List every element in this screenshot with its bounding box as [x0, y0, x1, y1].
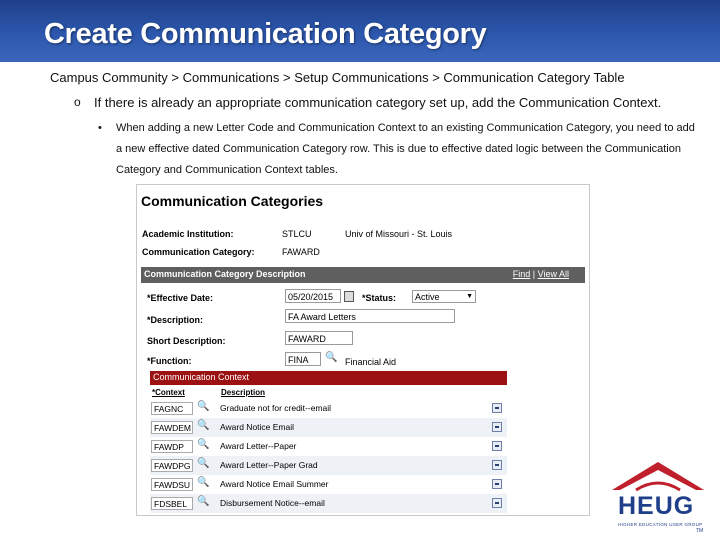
context-description: Disbursement Notice--email: [220, 498, 325, 508]
context-code-field[interactable]: FAWDSU: [151, 478, 193, 491]
short-description-field[interactable]: FAWARD: [285, 331, 353, 345]
description-label: *Description:: [147, 315, 204, 325]
context-row: [150, 399, 507, 418]
lookup-icon[interactable]: 🔍: [197, 401, 210, 412]
context-code-field[interactable]: FAGNC: [151, 402, 193, 415]
logo-trademark: TM: [696, 528, 704, 534]
comm-category-value: FAWARD: [282, 247, 320, 257]
function-field[interactable]: FINA: [285, 352, 321, 366]
lookup-icon[interactable]: 🔍: [197, 458, 210, 469]
short-description-label: Short Description:: [147, 336, 226, 346]
status-select[interactable]: [412, 290, 476, 303]
context-description: Award Notice Email Summer: [220, 479, 329, 489]
delete-row-icon[interactable]: [492, 460, 502, 470]
context-code-field[interactable]: FAWDEM: [151, 421, 193, 434]
bullet-dot-marker: •: [98, 122, 102, 134]
view-all-link[interactable]: View All: [537, 269, 569, 279]
context-code-field[interactable]: FDSBEL: [151, 497, 193, 510]
section-links: Find | View All: [512, 269, 569, 279]
context-code-field[interactable]: FAWDPG: [151, 459, 193, 472]
lookup-icon[interactable]: 🔍: [325, 352, 338, 363]
context-code-field[interactable]: FAWDP: [151, 440, 193, 453]
context-row: [150, 475, 507, 494]
function-label: *Function:: [147, 356, 192, 366]
lookup-icon[interactable]: 🔍: [197, 477, 210, 488]
lookup-icon[interactable]: 🔍: [197, 420, 210, 431]
context-row: [150, 494, 507, 513]
column-description[interactable]: Description: [221, 388, 266, 397]
comm-category-label: Communication Category:: [142, 247, 255, 257]
bullet-level-1-text: If there is already an appropriate communication category set up, add the Communication Context.: [94, 95, 662, 110]
academic-institution-label: Academic Institution:: [142, 229, 234, 239]
context-description: Graduate not for credit--email: [220, 403, 332, 413]
page-title: Communication Categories: [141, 193, 324, 209]
navigation-path: Campus Community > Communications > Setup Communications > Communication Category Table: [50, 70, 625, 85]
context-description: Award Notice Email: [220, 422, 295, 432]
slide-title: Create Communication Category: [44, 18, 487, 50]
context-header-title: Communication Context: [153, 372, 250, 382]
delete-row-icon[interactable]: [492, 403, 502, 413]
delete-row-icon[interactable]: [492, 422, 502, 432]
context-description: Award Letter--Paper: [220, 441, 297, 451]
title-banner: [0, 0, 720, 62]
logo-wordmark: HEUG: [618, 492, 695, 520]
description-field[interactable]: FA Award Letters: [285, 309, 455, 323]
lookup-icon[interactable]: 🔍: [197, 496, 210, 507]
academic-institution-code: STLCU: [282, 229, 312, 239]
context-row: [150, 437, 507, 456]
roof-swoosh-icon: [606, 456, 710, 496]
logo-subtitle: HIGHER EDUCATION USER GROUP: [618, 522, 703, 527]
function-description: Financial Aid: [345, 357, 397, 367]
find-link[interactable]: Find: [512, 269, 531, 279]
delete-row-icon[interactable]: [492, 441, 502, 451]
delete-row-icon[interactable]: [492, 498, 502, 508]
delete-row-icon[interactable]: [492, 479, 502, 489]
section-header-title: Communication Category Description: [144, 269, 306, 279]
context-header-bar: [150, 371, 507, 385]
calendar-icon[interactable]: [344, 291, 354, 302]
column-context[interactable]: *Context: [152, 388, 185, 397]
effective-date-label: *Effective Date:: [147, 293, 214, 303]
context-row: [150, 456, 507, 475]
context-description: Award Letter--Paper Grad: [220, 460, 318, 470]
heug-logo: [606, 456, 710, 536]
bullet-level-2-text: When adding a new Letter Code and Communication Context to an existing Communication Category, you need to add a new effective dated Communication Category row. This is due to effective dated logic between the Communication Category and Communication Context tables.: [116, 122, 695, 176]
lookup-icon[interactable]: 🔍: [197, 439, 210, 450]
status-label: *Status:: [362, 293, 397, 303]
bullet-circle-marker: o: [74, 95, 81, 109]
status-value: Active: [415, 292, 440, 302]
section-header-bar: [141, 267, 585, 283]
peoplesoft-screenshot: [136, 184, 590, 516]
academic-institution-name: Univ of Missouri - St. Louis: [345, 229, 453, 239]
chevron-down-icon: ▼: [466, 293, 473, 300]
context-row: [150, 418, 507, 437]
effective-date-field[interactable]: 05/20/2015: [285, 289, 341, 303]
